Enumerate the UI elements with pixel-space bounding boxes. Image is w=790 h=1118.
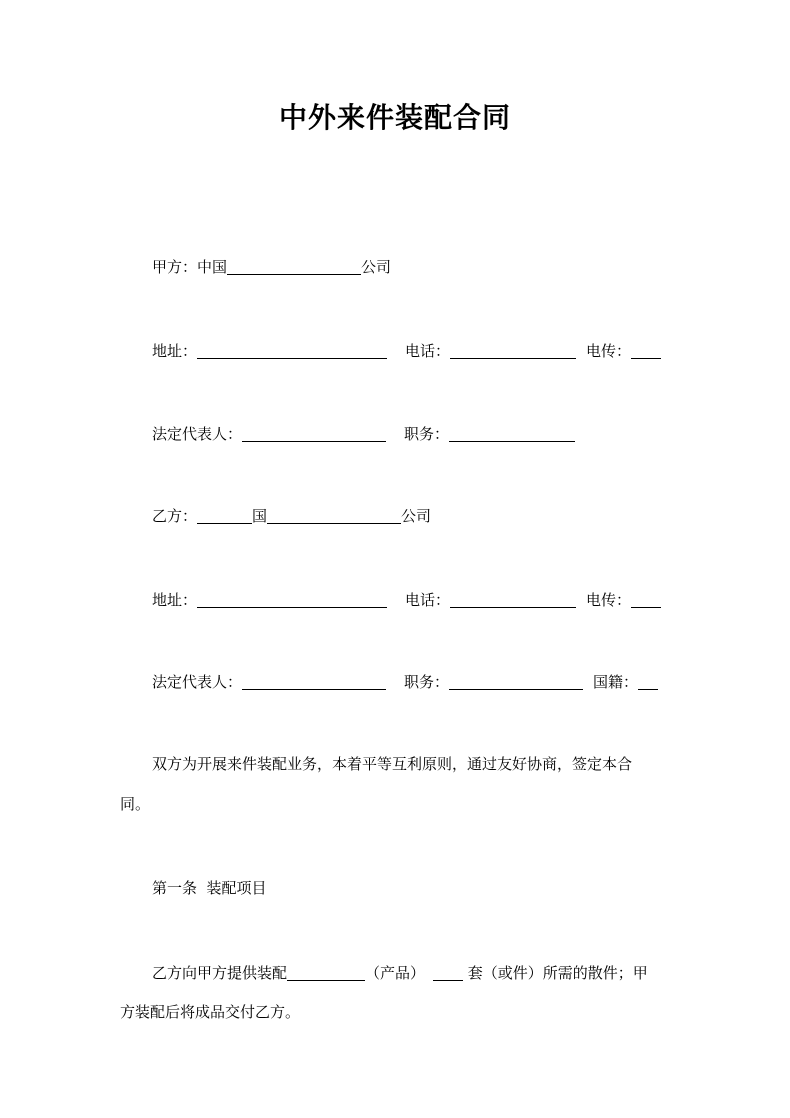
article-1-line-1 <box>152 959 648 983</box>
party-a-rep-line <box>152 420 575 444</box>
party-b-rep-blank[interactable] <box>242 672 386 690</box>
party-b-address-label: 地址： <box>152 591 198 609</box>
party-b-suffix: 公司 <box>401 507 432 525</box>
party-b-position-label: 职务： <box>404 673 450 691</box>
party-a-phone-label: 电话： <box>405 342 451 360</box>
party-b-phone-label: 电话： <box>405 591 451 609</box>
article-1-text-b: （产品） <box>365 964 426 982</box>
party-a-prefix: 中国 <box>197 258 228 276</box>
party-b-position-blank[interactable] <box>449 672 583 690</box>
party-a-address-blank[interactable] <box>197 341 387 359</box>
party-b-fax-label: 电传： <box>586 591 632 609</box>
article-1-line-2: 方装配后将成品交付乙方。 <box>120 1003 301 1021</box>
party-a-label: 甲方： <box>152 258 198 276</box>
article-1-text-a: 乙方向甲方提供装配 <box>152 964 288 982</box>
article-1-text-c: 套（或件）所需的散件；甲 <box>463 964 648 982</box>
party-a-line <box>152 253 391 277</box>
party-a-company-blank[interactable] <box>227 257 361 275</box>
party-a-position-blank[interactable] <box>449 424 575 442</box>
party-a-contact-line <box>152 337 661 361</box>
product-blank[interactable] <box>287 963 365 981</box>
party-a-phone-blank[interactable] <box>450 341 576 359</box>
party-b-country-suffix: 国 <box>252 507 268 525</box>
contract-title: 中外来件装配合同 <box>278 101 511 134</box>
party-a-fax-blank[interactable] <box>631 341 661 359</box>
party-b-line <box>152 502 431 526</box>
party-b-nationality-blank[interactable] <box>638 672 658 690</box>
party-b-rep-label: 法定代表人： <box>152 673 243 691</box>
quantity-blank[interactable] <box>433 963 463 981</box>
party-a-rep-blank[interactable] <box>242 424 386 442</box>
party-b-address-blank[interactable] <box>197 590 387 608</box>
party-b-nationality-label: 国籍： <box>593 673 639 691</box>
party-a-fax-label: 电传： <box>586 342 632 360</box>
party-b-rep-line <box>152 668 658 692</box>
party-a-address-label: 地址： <box>152 342 198 360</box>
party-b-fax-blank[interactable] <box>631 590 661 608</box>
article-1-heading: 第一条 装配项目 <box>152 879 267 897</box>
intro-line-2: 同。 <box>120 795 151 813</box>
party-b-contact-line <box>152 586 661 610</box>
party-a-rep-label: 法定代表人： <box>152 425 243 443</box>
party-b-company-blank[interactable] <box>267 506 401 524</box>
party-a-suffix: 公司 <box>361 258 392 276</box>
intro-line-1: 双方为开展来件装配业务，本着平等互利原则，通过友好协商，签定本合 <box>152 755 633 773</box>
party-b-country-blank[interactable] <box>197 506 252 524</box>
party-a-position-label: 职务： <box>404 425 450 443</box>
party-b-label: 乙方： <box>152 507 198 525</box>
party-b-phone-blank[interactable] <box>450 590 576 608</box>
